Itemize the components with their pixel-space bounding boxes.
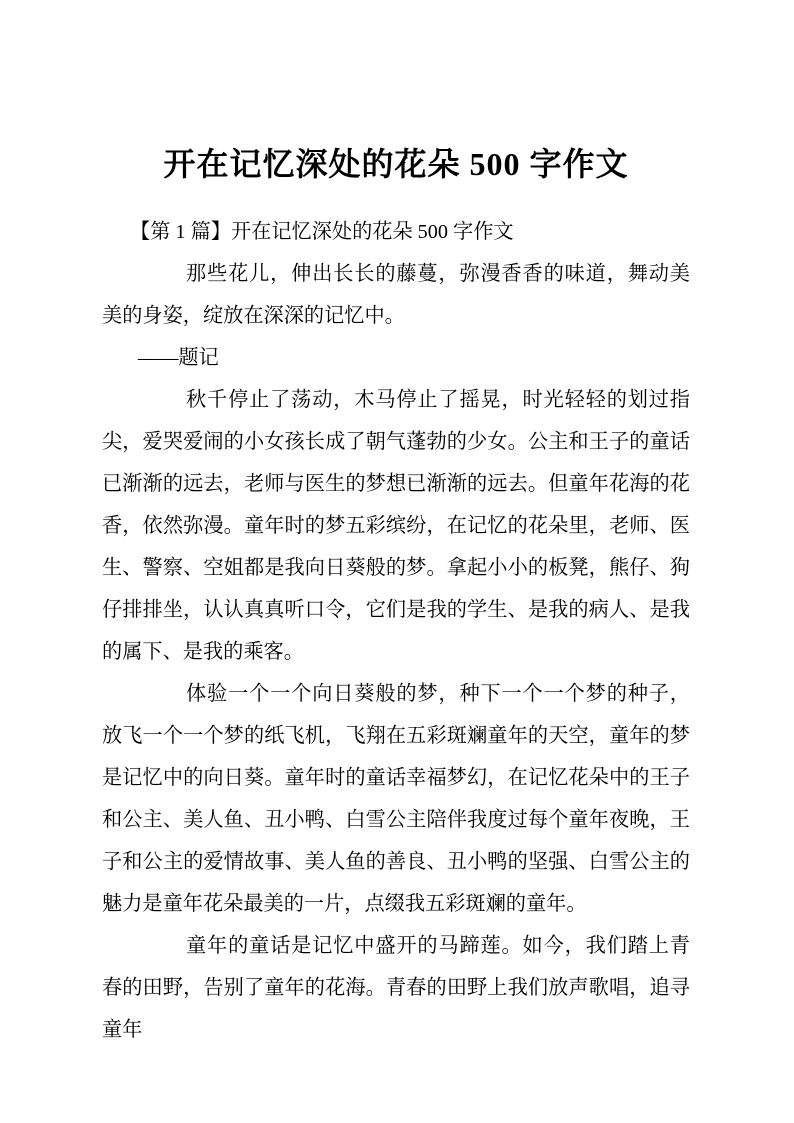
epigraph-quote: 那些花儿，伸出长长的藤蔓，弥漫香香的味道，舞动美美的身姿，绽放在深深的记忆中。	[102, 263, 690, 327]
section-heading: 【第 1 篇】开在记忆深处的花朵 500 字作文	[130, 221, 514, 243]
paragraph: 童年的童话是记忆中盛开的马蹄莲。如今，我们踏上青春的田野，告别了童年的花海。青春的田野上我们放声歌唱，追寻童年	[102, 935, 690, 1041]
paragraph: 秋千停止了荡动，木马停止了摇晃，时光轻轻的划过指尖，爱哭爱闹的小女孩长成了朝气蓬勃的少女。公主和王子的童话已渐渐的远去，老师与医生的梦想已渐渐的远去。但童年花海的花香，依然弥漫。童年时的梦五彩缤纷，在记忆的花朵里，老师、医生、警察、空姐都是我向日葵般的梦。拿起小小的板凳，熊仔、狗仔排排坐，认认真真听口令，它们是我的学生、是我的病人、是我的属下、是我的乘客。	[102, 389, 690, 663]
document-title: 开在记忆深处的花朵 500 字作文	[163, 146, 629, 182]
epigraph-attribution: ——题记	[138, 347, 219, 369]
paragraph: 体验一个一个向日葵般的梦，种下一个一个梦的种子，放飞一个一个梦的纸飞机，飞翔在五彩斑斓童年的天空，童年的梦是记忆中的向日葵。童年时的童话幸福梦幻，在记忆花朵中的王子和公主、美人鱼、丑小鸭、白雪公主陪伴我度过每个童年夜晚，王子和公主的爱情故事、美人鱼的善良、丑小鸭的坚强、白雪公主的魅力是童年花朵最美的一片，点缀我五彩斑斓的童年。	[102, 683, 690, 915]
